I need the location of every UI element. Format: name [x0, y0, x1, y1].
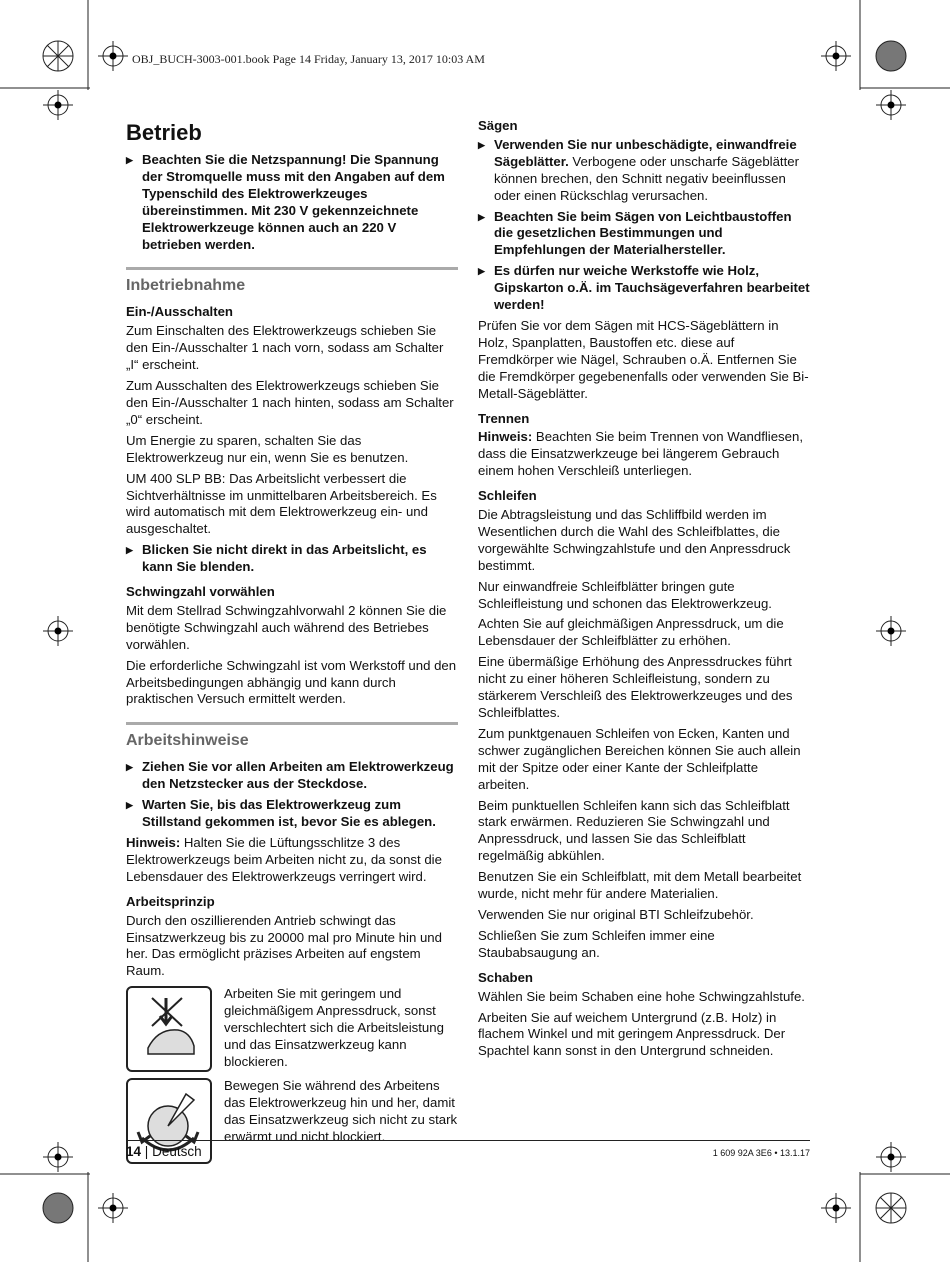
paragraph: Zum punktgenauen Schleifen von Ecken, Kanten und schwer zugänglichen Bereichen können Sie auch allein mit der Spitze oder einer Kante der Schleifplatte arbeiten. — [478, 725, 801, 792]
subsection-principle: Arbeitsprinzip — [126, 893, 215, 909]
subsection-sanding: Schleifen — [478, 488, 537, 504]
pictogram-text: Arbeiten Sie mit geringem und gleichmäßigem Anpressdruck, sonst verschlechtert sich die Arbeitsleistung und das Einsatzwerkzeug kann blockieren. — [224, 986, 444, 1069]
paragraph: UM 400 SLP BB: Das Arbeitslicht verbessert die Sichtverhältnisse im unmittelbaren Arbeitsbereich. Es wird automatisch mit dem Elektrowerkzeug ein- und ausgeschaltet. — [126, 470, 437, 537]
paragraph: Schließen Sie zum Schleifen immer eine Staubabsaugung an. — [478, 927, 715, 960]
bullet-bold: Verwenden Sie nur unbeschädigte, einwandfreie Sägeblätter. — [494, 136, 797, 169]
subsection-cutting: Trennen — [478, 410, 530, 426]
pictogram-row — [126, 986, 458, 1072]
pressure-pictogram — [126, 986, 212, 1072]
subsection-scraping: Schaben — [478, 969, 533, 985]
note-text: Beachten Sie beim Trennen von Wandfliesen, dass die Einsatzwerkzeuge bei längerem Gebrauch einem hohen Verschleiß unterliegen. — [478, 429, 803, 479]
paragraph: Nur einwandfreie Schleifblätter bringen gute Schleifleistung und schonen das Elektrowerkzeug. — [478, 578, 772, 611]
footer-page-label — [126, 1144, 202, 1159]
warning-standstill: ▶ Warten Sie, bis das Elektrowerkzeug zum Stillstand gekommen ist, bevor Sie es ablegen. — [126, 797, 458, 831]
warning-plug: ▶ Ziehen Sie vor allen Arbeiten am Elektrowerkzeug den Netzstecker aus der Steckdose. — [126, 759, 458, 793]
footer-code: 1 609 92A 3E6 • 13.1.17 — [712, 1148, 810, 1158]
subsection-sawing: Sägen — [478, 118, 518, 133]
note-lead: Hinweis: — [478, 429, 533, 445]
paragraph-note — [478, 429, 810, 480]
section-arbeitshinweise: Arbeitshinweise — [126, 722, 458, 751]
page-footer — [126, 1140, 810, 1159]
warning-plunge: ▶ Es dürfen nur weiche Werkstoffe wie Holz, Gipskarton o.Ä. im Tauchsägeverfahren bearbeitet werden! — [478, 263, 810, 314]
warning-light: ▶ Blicken Sie nicht direkt in das Arbeitslicht, es kann Sie blenden. — [126, 542, 458, 576]
paragraph: Um Energie zu sparen, schalten Sie das Elektrowerkzeug nur ein, wenn Sie es benutzen. — [126, 432, 409, 465]
pictogram-text: Bewegen Sie während des Arbeitens das Elektrowerkzeug hin und her, damit das Einsatzwerkzeug sich nicht zu stark erwärmt und nicht blockiert. — [224, 1078, 458, 1144]
paragraph: Mit dem Stellrad Schwingzahlvorwahl 2 können Sie die benötigte Schwingzahl auch während des Betriebes vorwählen. — [126, 602, 447, 652]
left-column — [126, 116, 458, 1164]
right-column — [478, 116, 810, 1064]
paragraph: Arbeiten Sie auf weichem Untergrund (z.B. Holz) in flachem Winkel und mit geringem Anpressdruck. Der Spachtel kann sonst in den Untergrund schneiden. — [478, 1009, 786, 1059]
page-number: 14 — [126, 1144, 142, 1159]
book-header: OBJ_BUCH-3003-001.book Page 14 Friday, January 13, 2017 10:03 AM — [132, 52, 485, 66]
warning-lightweight: ▶ Beachten Sie beim Sägen von Leichtbaustoffen die gesetzlichen Bestimmungen und Empfehlungen der Materialhersteller. — [478, 209, 810, 260]
footer-separator: | — [144, 1144, 149, 1159]
subsection-oscillation: Schwingzahl vorwählen — [126, 584, 275, 600]
paragraph: Durch den oszillierenden Antrieb schwingt das Einsatzwerkzeug bis zu 20000 mal pro Minute hin und her. Das ermöglicht präzises Arbeiten auf engstem Raum. — [126, 912, 442, 979]
paragraph: Eine übermäßige Erhöhung des Anpressdruckes führt nicht zu einer höheren Schleifleistung, sondern zu stärkerem Verschleiß des Elektrowerkzeuges und des Schleifblattes. — [478, 654, 793, 720]
bullet-rest: Verbogene oder unscharfe Sägeblätter können brechen, den Schnitt negativ beeinflussen oder einen Rückschlag verursachen. — [494, 153, 799, 203]
paragraph: Achten Sie auf gleichmäßigen Anpressdruck, um die Lebensdauer der Schleifblätter zu erhöhen. — [478, 616, 784, 649]
paragraph-note — [126, 835, 458, 886]
paragraph: Verwenden Sie nur original BTI Schleifzubehör. — [478, 906, 754, 922]
note-lead: Hinweis: — [126, 835, 181, 850]
paragraph: Wählen Sie beim Schaben eine hohe Schwingzahlstufe. — [478, 988, 805, 1004]
paragraph: Zum Ausschalten des Elektrowerkzeugs schieben Sie den Ein-/Ausschalter 1 nach hinten, sodass am Schalter „0“ erscheint. — [126, 378, 454, 427]
page-title: Betrieb — [126, 120, 202, 145]
section-inbetriebnahme: Inbetriebnahme — [126, 267, 458, 296]
paragraph: Die Abtragsleistung und das Schliffbild werden im Wesentlichen durch die Wahl des Schleifblattes, die vorgewählte Schwingzahlstufe und den Anpressdruck bestimmt. — [478, 507, 791, 573]
paragraph: Prüfen Sie vor dem Sägen mit HCS-Sägeblättern in Holz, Spanplatten, Baustoffen etc. diese auf Fremdkörper wie Nägel, Schrauben o.Ä. Entfernen Sie die Fremdkörper gegebenenfalls oder verwenden Sie Bi-Metall-Sägeblätter. — [478, 317, 809, 401]
paragraph: Zum Einschalten des Elektrowerkzeugs schieben Sie den Ein-/Ausschalter 1 nach vorn, sodass am Schalter „I“ erscheint. — [126, 323, 444, 373]
note-text: Halten Sie die Lüftungsschlitze 3 des Elektrowerkzeugs beim Arbeiten nicht zu, da sonst die Lebensdauer des Elektrowerkzeugs verringert wird. — [126, 835, 442, 884]
paragraph: Benutzen Sie ein Schleifblatt, mit dem Metall bearbeitet wurde, nicht mehr für andere Materialien. — [478, 869, 802, 902]
subsection-switch: Ein-/Ausschalten — [126, 304, 233, 320]
warning-saw-blades — [478, 137, 810, 205]
warning-voltage: ▶ Beachten Sie die Netzspannung! Die Spannung der Stromquelle muss mit den Angaben auf dem Typenschild des Elektrowerkzeuges übereinstimmen. Mit 230 V gekennzeichnete Elektrowerkzeuge können auch an 220 V betrieben werden. — [126, 152, 458, 253]
footer-language: Deutsch — [152, 1144, 202, 1159]
paragraph: Die erforderliche Schwingzahl ist vom Werkstoff und den Arbeitsbedingungen abhängig und kann durch praktischen Versuch ermittelt werden. — [126, 657, 457, 707]
paragraph: Beim punktuellen Schleifen kann sich das Schleifblatt stark erwärmen. Reduzieren Sie Schwingzahl und Anpressdruck, und lassen Sie das Schleifblatt regelmäßig abkühlen. — [478, 797, 790, 864]
